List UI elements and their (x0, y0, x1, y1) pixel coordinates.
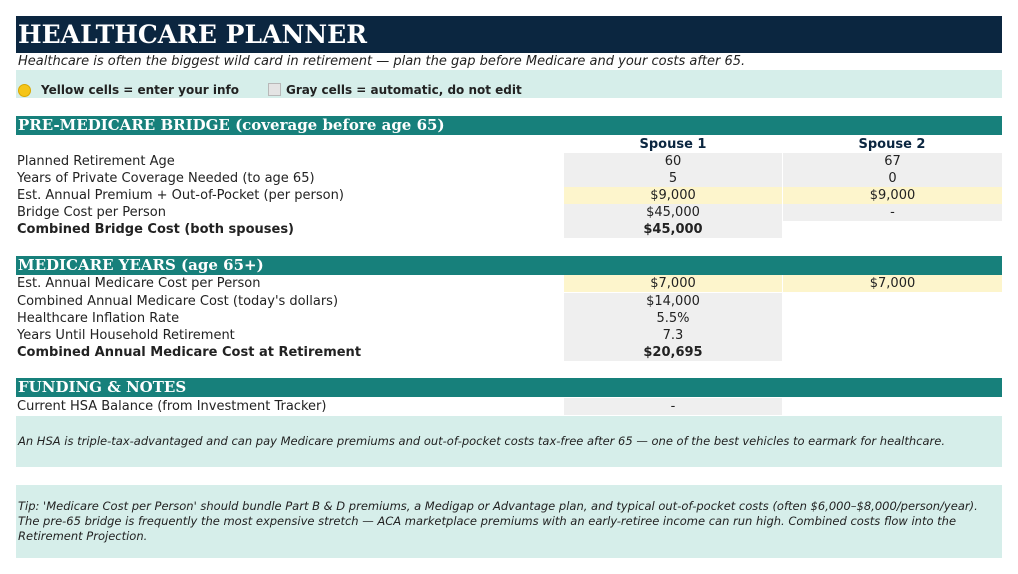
row-label-combined-bridge-cost: Combined Bridge Cost (both spouses) (17, 222, 294, 237)
cell-medicare-cost-at-retirement: $20,695 (564, 344, 782, 361)
page-subtitle: Healthcare is often the biggest wild card in retirement — plan the gap before Medicare and your costs after 65. (18, 54, 746, 69)
page-title: HEALTHCARE PLANNER (16, 16, 1002, 53)
row-label-coverage-years: Years of Private Coverage Needed (to age 65) (17, 171, 315, 186)
cell-years-until-retirement: 7.3 (564, 327, 782, 344)
legend-yellow-label: Yellow cells = enter your info (41, 83, 239, 97)
cell-coverage-years-spouse-2: 0 (783, 170, 1002, 187)
row-label-retirement-age: Planned Retirement Age (17, 154, 175, 169)
gray-square-icon (268, 83, 281, 96)
row-label-inflation-rate: Healthcare Inflation Rate (17, 311, 180, 326)
cell-combined-medicare-cost: $14,000 (564, 293, 782, 310)
row-label-annual-premium: Est. Annual Premium + Out-of-Pocket (per person) (17, 188, 344, 203)
section-header-bridge: PRE-MEDICARE BRIDGE (coverage before age 65) (16, 116, 1002, 135)
column-header-spouse-1: Spouse 1 (639, 137, 707, 152)
tip-note: Tip: 'Medicare Cost per Person' should bundle Part B & D premiums, a Medigap or Advantage plan, and typical out-of-pocket costs (often $6,000–$8,000/person/year). The pre-65 bridge is frequently the most expensive stretch — ACA marketplace premiums with an early-retiree income can run high. Combined costs flow into the Retirement Projection. (16, 485, 1002, 558)
row-label-years-until-retirement: Years Until Household Retirement (17, 328, 235, 343)
row-label-bridge-cost: Bridge Cost per Person (17, 205, 166, 220)
section-header-medicare: MEDICARE YEARS (age 65+) (16, 256, 1002, 275)
input-medicare-cost-spouse-1[interactable]: $7,000 (564, 275, 782, 292)
cell-bridge-cost-spouse-1: $45,000 (564, 204, 782, 221)
cell-inflation-rate: 5.5% (564, 310, 782, 327)
section-header-funding: FUNDING & NOTES (16, 378, 1002, 397)
cell-retirement-age-spouse-2: 67 (783, 153, 1002, 170)
cell-bridge-cost-spouse-2: - (783, 204, 1002, 221)
column-header-spouse-2: Spouse 2 (858, 137, 926, 152)
input-annual-premium-spouse-1[interactable]: $9,000 (564, 187, 782, 204)
legend-gray-label: Gray cells = automatic, do not edit (286, 83, 522, 97)
row-label-hsa-balance: Current HSA Balance (from Investment Tracker) (17, 399, 327, 414)
cell-coverage-years-spouse-1: 5 (564, 170, 782, 187)
yellow-circle-icon (18, 84, 31, 97)
cell-retirement-age-spouse-1: 60 (564, 153, 782, 170)
row-label-medicare-cost-per-person: Est. Annual Medicare Cost per Person (17, 276, 261, 291)
row-label-medicare-cost-at-retirement: Combined Annual Medicare Cost at Retirement (17, 345, 362, 360)
cell-combined-bridge-cost: $45,000 (564, 221, 782, 238)
cell-hsa-balance: - (564, 398, 782, 415)
input-medicare-cost-spouse-2[interactable]: $7,000 (783, 275, 1002, 292)
row-label-combined-medicare-cost: Combined Annual Medicare Cost (today's dollars) (17, 294, 339, 309)
input-annual-premium-spouse-2[interactable]: $9,000 (783, 187, 1002, 204)
hsa-note: An HSA is triple-tax-advantaged and can pay Medicare premiums and out-of-pocket costs tax-free after 65 — one of the best vehicles to earmark for healthcare. (16, 416, 1002, 467)
